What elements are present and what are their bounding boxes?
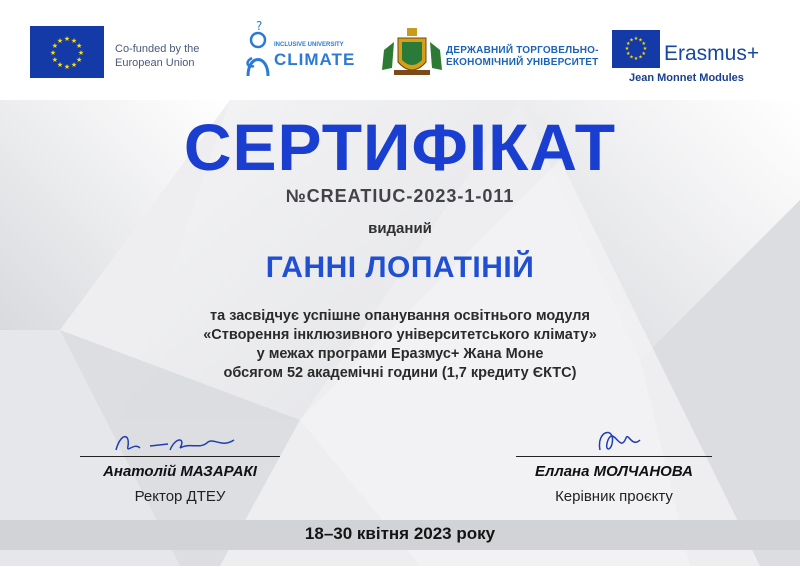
svg-text:★: ★	[625, 51, 631, 57]
recipient-name: ГАННІ ЛОПАТІНІЙ	[265, 251, 535, 284]
svg-text:?: ?	[256, 19, 263, 33]
svg-text:★: ★	[75, 56, 83, 64]
svg-text:★: ★	[638, 54, 643, 61]
svg-text:★: ★	[633, 36, 639, 42]
svg-text:★: ★	[56, 36, 64, 45]
erasmus-subtitle: Jean Monnet Modules	[629, 72, 744, 84]
svg-text:★: ★	[75, 42, 83, 50]
rector-signature	[110, 428, 250, 458]
inclusive-climate-logo: ? INCLUSIVE UNIVERSITY CLIMATE	[244, 18, 344, 88]
description-line: та засвідчує успішне опанування освітнього модуля	[210, 308, 590, 324]
svg-text:★: ★	[629, 37, 634, 44]
svg-text:★: ★	[56, 61, 64, 70]
rector-name: Анатолій МАЗАРАКІ	[103, 463, 257, 480]
svg-text:★: ★	[51, 42, 59, 50]
svg-text:★: ★	[51, 56, 59, 64]
rector-role: Ректор ДТЕУ	[134, 488, 226, 505]
svg-text:★: ★	[624, 46, 630, 52]
svg-text:★: ★	[625, 41, 631, 47]
erasmus-flag-icon	[612, 30, 660, 68]
svg-text:★: ★	[633, 56, 639, 62]
certificate-title: СЕРТИФІКАТ	[183, 110, 617, 184]
issued-label: виданий	[368, 220, 432, 237]
svg-text:★: ★	[49, 49, 57, 57]
project-lead-name: Еллана МОЛЧАНОВА	[535, 463, 693, 480]
eu-flag-icon	[30, 26, 104, 78]
project-lead-signature-line	[516, 456, 712, 457]
svg-text:★: ★	[63, 35, 71, 43]
svg-text:★: ★	[641, 41, 647, 47]
project-lead-signature	[590, 420, 650, 460]
svg-text:★: ★	[642, 46, 648, 52]
description-line: обсягом 52 академічні години (1,7 кредиту ЄКТС)	[223, 365, 577, 381]
description-line: «Створення інклюзивного університетського клімату»	[203, 327, 597, 343]
university-name: ДЕРЖАВНИЙ ТОРГОВЕЛЬНО- ЕКОНОМІЧНИЙ УНІВЕРСИТЕТ	[446, 45, 599, 68]
svg-text:★: ★	[77, 49, 85, 57]
svg-text:★: ★	[70, 36, 78, 45]
svg-text:★: ★	[70, 61, 78, 70]
rector-signature-line	[80, 456, 280, 457]
svg-text:★: ★	[638, 37, 643, 44]
svg-text:★: ★	[641, 51, 647, 57]
university-crest-icon	[380, 24, 444, 82]
certificate-description	[0, 307, 800, 383]
svg-text:★: ★	[63, 63, 71, 71]
certificate-number: №CREATIUC-2023-1-011	[285, 186, 515, 206]
svg-text:★: ★	[629, 54, 634, 61]
description-line: у межах програми Еразмус+ Жана Моне	[256, 346, 544, 362]
eu-cofunded-text: Co-funded by the European Union	[115, 43, 200, 69]
erasmus-title: Erasmus+	[664, 42, 760, 65]
certificate-date: 18–30 квітня 2023 року	[304, 524, 496, 543]
project-lead-role: Керівник проєкту	[555, 488, 673, 505]
